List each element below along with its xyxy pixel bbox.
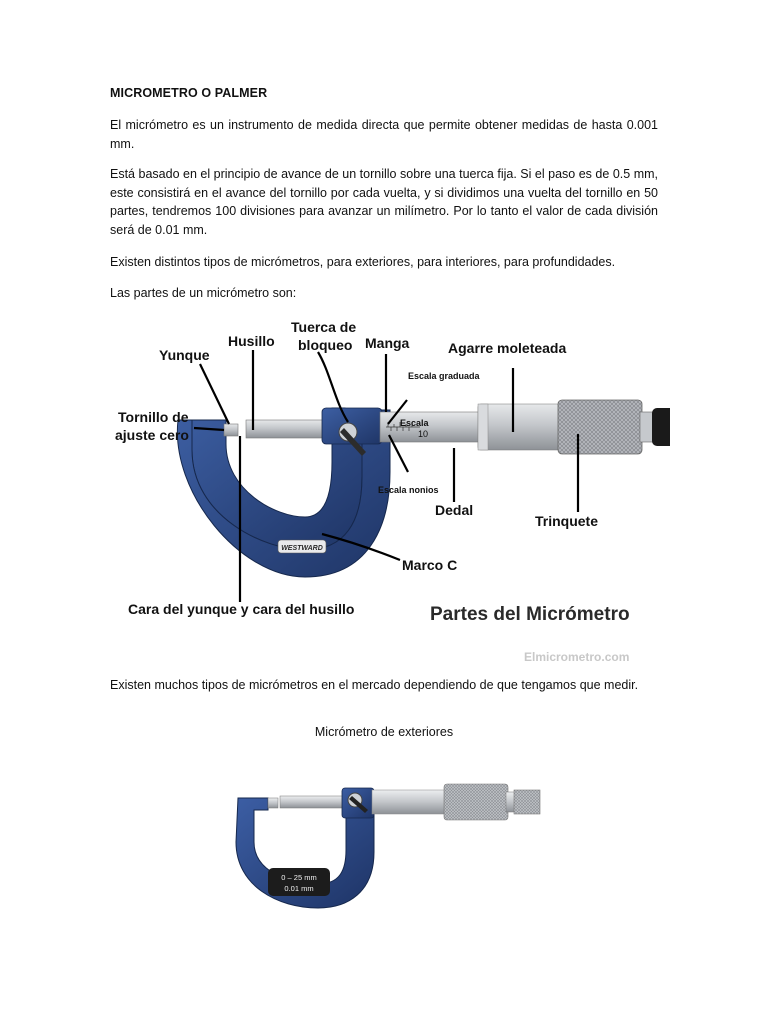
label-escala-graduada: Escala graduada (408, 371, 480, 381)
label-tornillo-1: Tornillo de (118, 409, 189, 425)
outside-micrometer-photo (228, 780, 548, 915)
paragraph-market: Existen muchos tipos de micrómetros en el mercado dependiendo de que tengamos que medir. (110, 678, 639, 692)
plate-range: 0 – 25 mm (281, 873, 317, 882)
label-dedal: Dedal (435, 502, 474, 518)
photo-caption: Micrómetro de exteriores (314, 725, 454, 739)
label-escala-nonios: Escala nonios (378, 485, 439, 495)
label-escala-10: 10 (418, 429, 429, 439)
label-tuerca-2: bloqueo (298, 337, 353, 353)
diagram-title: Partes del Micrómetro (430, 604, 630, 625)
label-cara: Cara del yunque y cara del husillo (128, 601, 355, 617)
label-marco-c: Marco C (402, 557, 458, 573)
anvil (224, 424, 238, 436)
label-tuerca-1: Tuerca de (291, 319, 357, 335)
thimble (478, 404, 560, 450)
spindle (246, 420, 326, 438)
paragraph-types: Existen distintos tipos de micrómetros, para exteriores, para interiores, para profundidades. (110, 255, 616, 269)
label-husillo: Husillo (228, 333, 275, 349)
paragraph-principle: Está basado en el principio de avance de un tornillo sobre una tuerca fija. Si el paso es de 0.5 mm, este consistirá en el avance del tornillo por cada vuelta, y si dividimos una vuelta del tornillo en 50 partes, tendremos 100 divisiones para avanzar un milímetro. Por lo tanto el valor de cada división será de 0.01 mm. (110, 167, 658, 237)
plate-resolution: 0.01 mm (284, 884, 314, 893)
micrometer-parts-diagram (100, 312, 670, 672)
knurled-grip (558, 400, 642, 454)
label-manga: Manga (365, 335, 410, 351)
ratchet-knob (652, 408, 670, 446)
brand-text: WESTWARD (281, 545, 323, 552)
paragraph-parts-intro: Las partes de un micrómetro son: (110, 286, 297, 300)
document-title: MICROMETRO O PALMER (110, 86, 268, 100)
label-trinquete: Trinquete (535, 513, 599, 529)
label-agarre: Agarre moleteada (448, 340, 567, 356)
label-escala: Escala (400, 418, 429, 428)
paragraph-intro: El micrómetro es un instrumento de medida directa que permite obtener medidas de hasta 0.001 mm. (110, 118, 658, 151)
watermark: Elmicrometro.com (524, 650, 630, 664)
label-yunque: Yunque (159, 347, 210, 363)
label-tornillo-2: ajuste cero (115, 427, 189, 443)
